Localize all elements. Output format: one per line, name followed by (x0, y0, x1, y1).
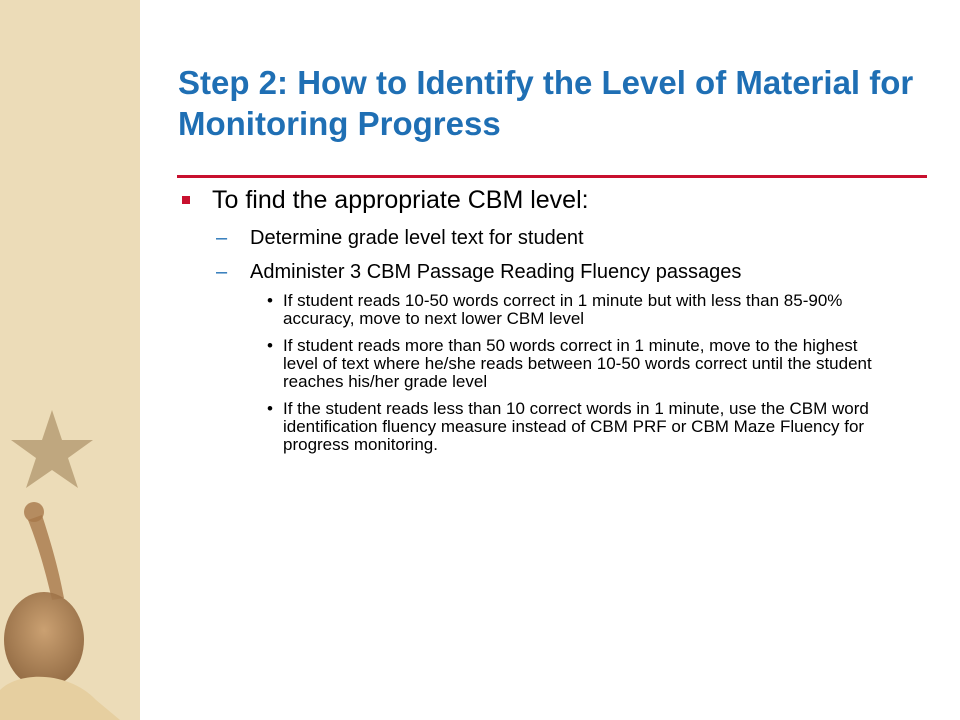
detail-item (267, 400, 922, 454)
star-icon (11, 410, 93, 488)
square-bullet-icon (182, 196, 190, 204)
main-bullet-text: To find the appropriate CBM level: (212, 186, 589, 214)
slide-body (182, 185, 922, 454)
sub-item (196, 227, 922, 249)
dash-marker: – (216, 261, 228, 283)
child-shirt-shape (0, 677, 120, 720)
dot-marker: • (267, 291, 273, 310)
dot-marker: • (267, 399, 273, 418)
sub-item-text: Determine grade level text for student (250, 227, 584, 249)
detail-text: If student reads more than 50 words correct in 1 minute, move to the highest level of text where he/she reads between 10-50 words correct until the student reaches his/her grade level (283, 336, 872, 391)
slide-title: Step 2: How to Identify the Level of Material for Monitoring Progress (178, 64, 914, 142)
main-bullet (182, 185, 922, 215)
dash-marker: – (216, 227, 228, 249)
child-reaching-star-illustration (0, 0, 140, 720)
detail-text: If the student reads less than 10 correct words in 1 minute, use the CBM word identification fluency measure instead of CBM PRF or CBM Maze Fluency for progress monitoring. (283, 399, 869, 454)
dot-marker: • (267, 336, 273, 355)
detail-text: If student reads 10-50 words correct in 1 minute but with less than 85-90% accuracy, move to next lower CBM level (283, 291, 843, 328)
decorative-sidebar (0, 0, 140, 720)
sub-item (196, 261, 922, 283)
title-divider (177, 175, 927, 178)
reaching-arm-shape (28, 515, 64, 600)
detail-item (267, 337, 922, 391)
sub-item-text: Administer 3 CBM Passage Reading Fluency passages (250, 261, 742, 283)
child-head-shape (4, 592, 84, 688)
detail-item (267, 292, 922, 328)
